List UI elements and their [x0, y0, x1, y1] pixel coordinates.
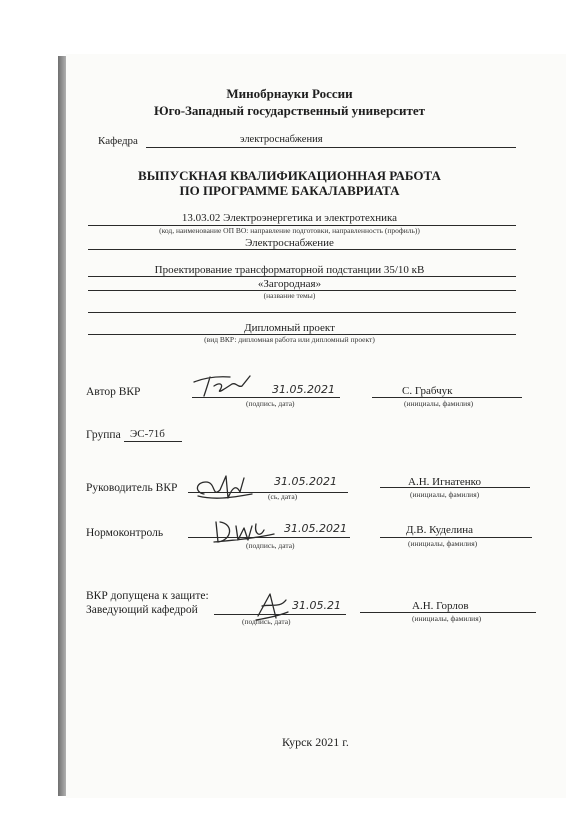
work-title-line1: ВЫПУСКНАЯ КВАЛИФИКАЦИОННАЯ РАБОТА [138, 168, 441, 183]
university-heading: Юго-Западный государственный университет [154, 103, 425, 118]
supervisor-name: А.Н. Игнатенко [408, 476, 481, 488]
group-value: ЭС-71б [130, 428, 165, 440]
group-underline [124, 441, 182, 442]
author-sign-caption: (подпись, дата) [246, 399, 295, 408]
profile-underline [88, 249, 516, 250]
work-type-caption: (вид ВКР: дипломная работа или дипломный проект) [204, 335, 375, 344]
normcontrol-label: Нормоконтроль [86, 527, 164, 539]
admission-sign-caption: (подпись, дата) [242, 617, 291, 626]
author-label: Автор ВКР [86, 386, 141, 398]
author-name: С. Грабчук [402, 385, 453, 397]
normcontrol-date: 31.05.2021 [284, 522, 347, 535]
department-value: электроснабжения [240, 134, 323, 145]
admission-name-caption: (инициалы, фамилия) [412, 614, 482, 623]
ministry-heading: Минобрнауки России [226, 86, 353, 101]
department-underline [146, 147, 516, 148]
title-page-sheet [66, 54, 566, 798]
topic-line1: Проектирование трансформаторной подстанции 35/10 кВ [154, 264, 425, 276]
work-title-line2: ПО ПРОГРАММЕ БАКАЛАВРИАТА [179, 183, 400, 198]
author-date: 31.05.2021 [272, 383, 335, 396]
supervisor-name-caption: (инициалы, фамилия) [410, 490, 480, 499]
admission-name: А.Н. Горлов [412, 600, 469, 612]
normcontrol-name-caption: (инициалы, фамилия) [408, 539, 478, 548]
normcontrol-name: Д.В. Куделина [406, 524, 474, 536]
admission-name-line [360, 612, 536, 613]
author-name-line [372, 397, 522, 398]
work-type-value: Дипломный проект [244, 322, 335, 334]
department-label: Кафедра [98, 135, 138, 147]
topic-line2: «Загородная» [257, 278, 322, 290]
program-profile: Электроснабжение [245, 237, 334, 249]
topic-underline-1 [88, 276, 516, 277]
topic-underline-3 [88, 312, 516, 313]
supervisor-label: Руководитель ВКР [86, 482, 178, 494]
normcontrol-sign-caption: (подпись, дата) [246, 541, 295, 550]
topic-caption: (название темы) [263, 291, 316, 300]
admission-label-line2: Заведующий кафедрой [86, 604, 198, 616]
supervisor-signature [190, 470, 260, 504]
admission-date: 31.05.21 [292, 599, 341, 612]
normcontrol-name-line [380, 537, 532, 538]
supervisor-sign-caption: (сь, дата) [268, 492, 298, 501]
group-label: Группа [86, 429, 121, 441]
city-year: Курск 2021 г. [282, 735, 349, 749]
program-code-name: 13.03.02 Электроэнергетика и электротехника [181, 212, 398, 224]
author-name-caption: (инициалы, фамилия) [404, 399, 474, 408]
admission-label-line1: ВКР допущена к защите: [86, 590, 209, 602]
supervisor-date: 31.05.2021 [274, 475, 337, 488]
author-signature [190, 368, 260, 400]
program-caption: (код, наименование ОП ВО: направление подготовки, направленность (профиль)) [159, 226, 420, 235]
